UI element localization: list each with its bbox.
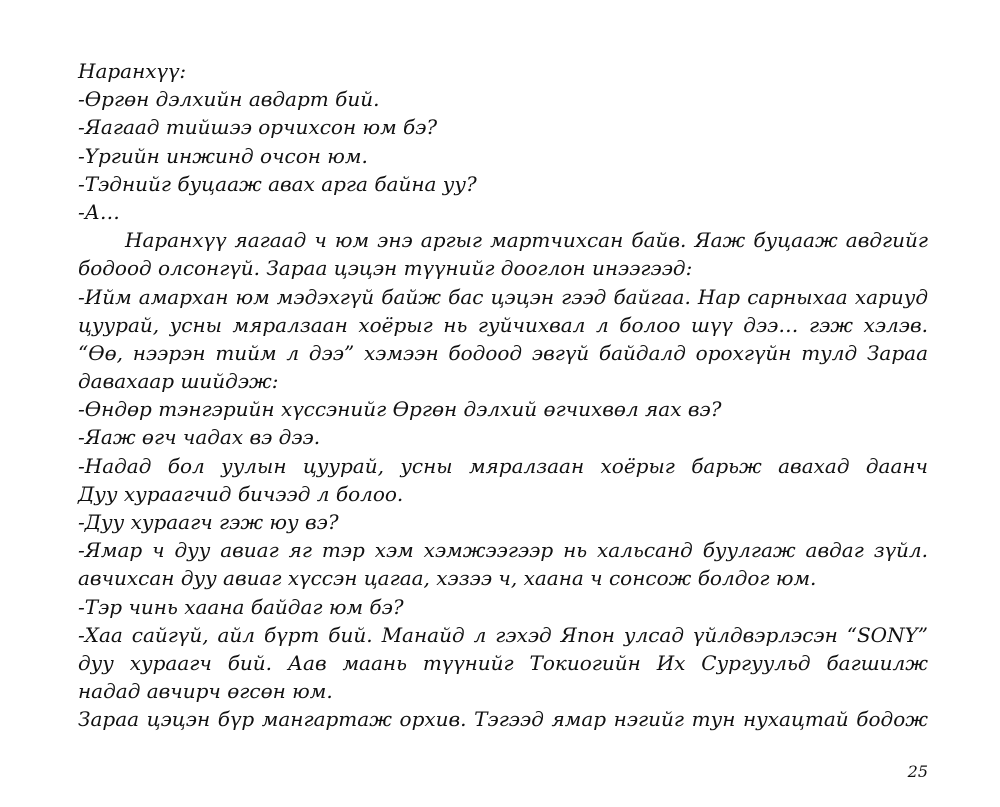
text-line: -Ийм амархан юм мэдэхгүй байж бас цэцэн гээд байгаа. Нар сарныхаа хариуд (78, 284, 928, 309)
text-line: -Хаа сайгүй, айл бүрт бий. Манайд л гэхэд Япон улсад үйлдвэрлэсэн “SONY” (78, 622, 928, 647)
text-line: -Ямар ч дуу авиаг яг тэр хэм хэмжээгээр нь хальсанд буулгаж авдаг зүйл. (78, 538, 928, 563)
text-line: Наранхүү: (78, 59, 187, 83)
text-line: цуурай, усны мяралзаан хоёрыг нь гуйчихвал л болоо шүү дээ… гэж хэлэв. (78, 312, 928, 337)
text-line: -Үргийн инжинд очсон юм. (78, 143, 368, 168)
page-number: 25 (907, 762, 928, 781)
text-line: -Надад бол уулын цуурай, усны мяралзаан хоёрыг барьж авахад даанч (78, 453, 928, 478)
text-line: надад авчирч өгсөн юм. (78, 679, 333, 704)
text-line: бодоод олсонгүй. Зараа цэцэн түүнийг дооглон инээгээд: (78, 256, 693, 281)
text-line: Дуу хураагчид бичээд л болоо. (78, 481, 404, 506)
text-line: -Тэднийг буцааж авах арга байна уу? (78, 171, 477, 196)
text-line: “Өө, нээрэн тийм л дээ” хэмээн бодоод эвгүй байдалд орохгүйн тулд Зараа (78, 340, 928, 365)
text-line: Наранхүү яагаад ч юм энэ аргыг мартчихсан байв. Яаж буцааж авдгийг (125, 228, 928, 253)
text-line: Зараа цэцэн бүр мангартаж орхив. Тэгээд ямар нэгийг тун нухацтай бодож (78, 707, 928, 732)
text-line: -Яаж өгч чадах вэ дээ. (78, 425, 321, 450)
text-line: -Өндөр тэнгэрийн хүссэнийг Өргөн дэлхий өгчихвөл яах вэ? (78, 397, 722, 422)
body-text (78, 57, 928, 734)
text-line: -А… (78, 199, 120, 224)
text-line: -Тэр чинь хаана байдаг юм бэ? (78, 594, 404, 619)
text-line: -Яагаад тийшээ орчихсон юм бэ? (78, 115, 438, 140)
text-line: -Дуу хураагч гэж юу вэ? (78, 510, 339, 534)
text-line: авчихсан дуу авиаг хүссэн цагаа, хэзээ ч, хаана ч сонсож болдог юм. (78, 566, 817, 591)
text-line: -Өргөн дэлхийн авдарт бий. (78, 87, 380, 112)
text-line: давахаар шийдэж: (78, 369, 279, 394)
text-line: дуу хураагч бий. Аав маань түүнийг Токиогийн Их Сургуульд багшилж (78, 650, 928, 675)
